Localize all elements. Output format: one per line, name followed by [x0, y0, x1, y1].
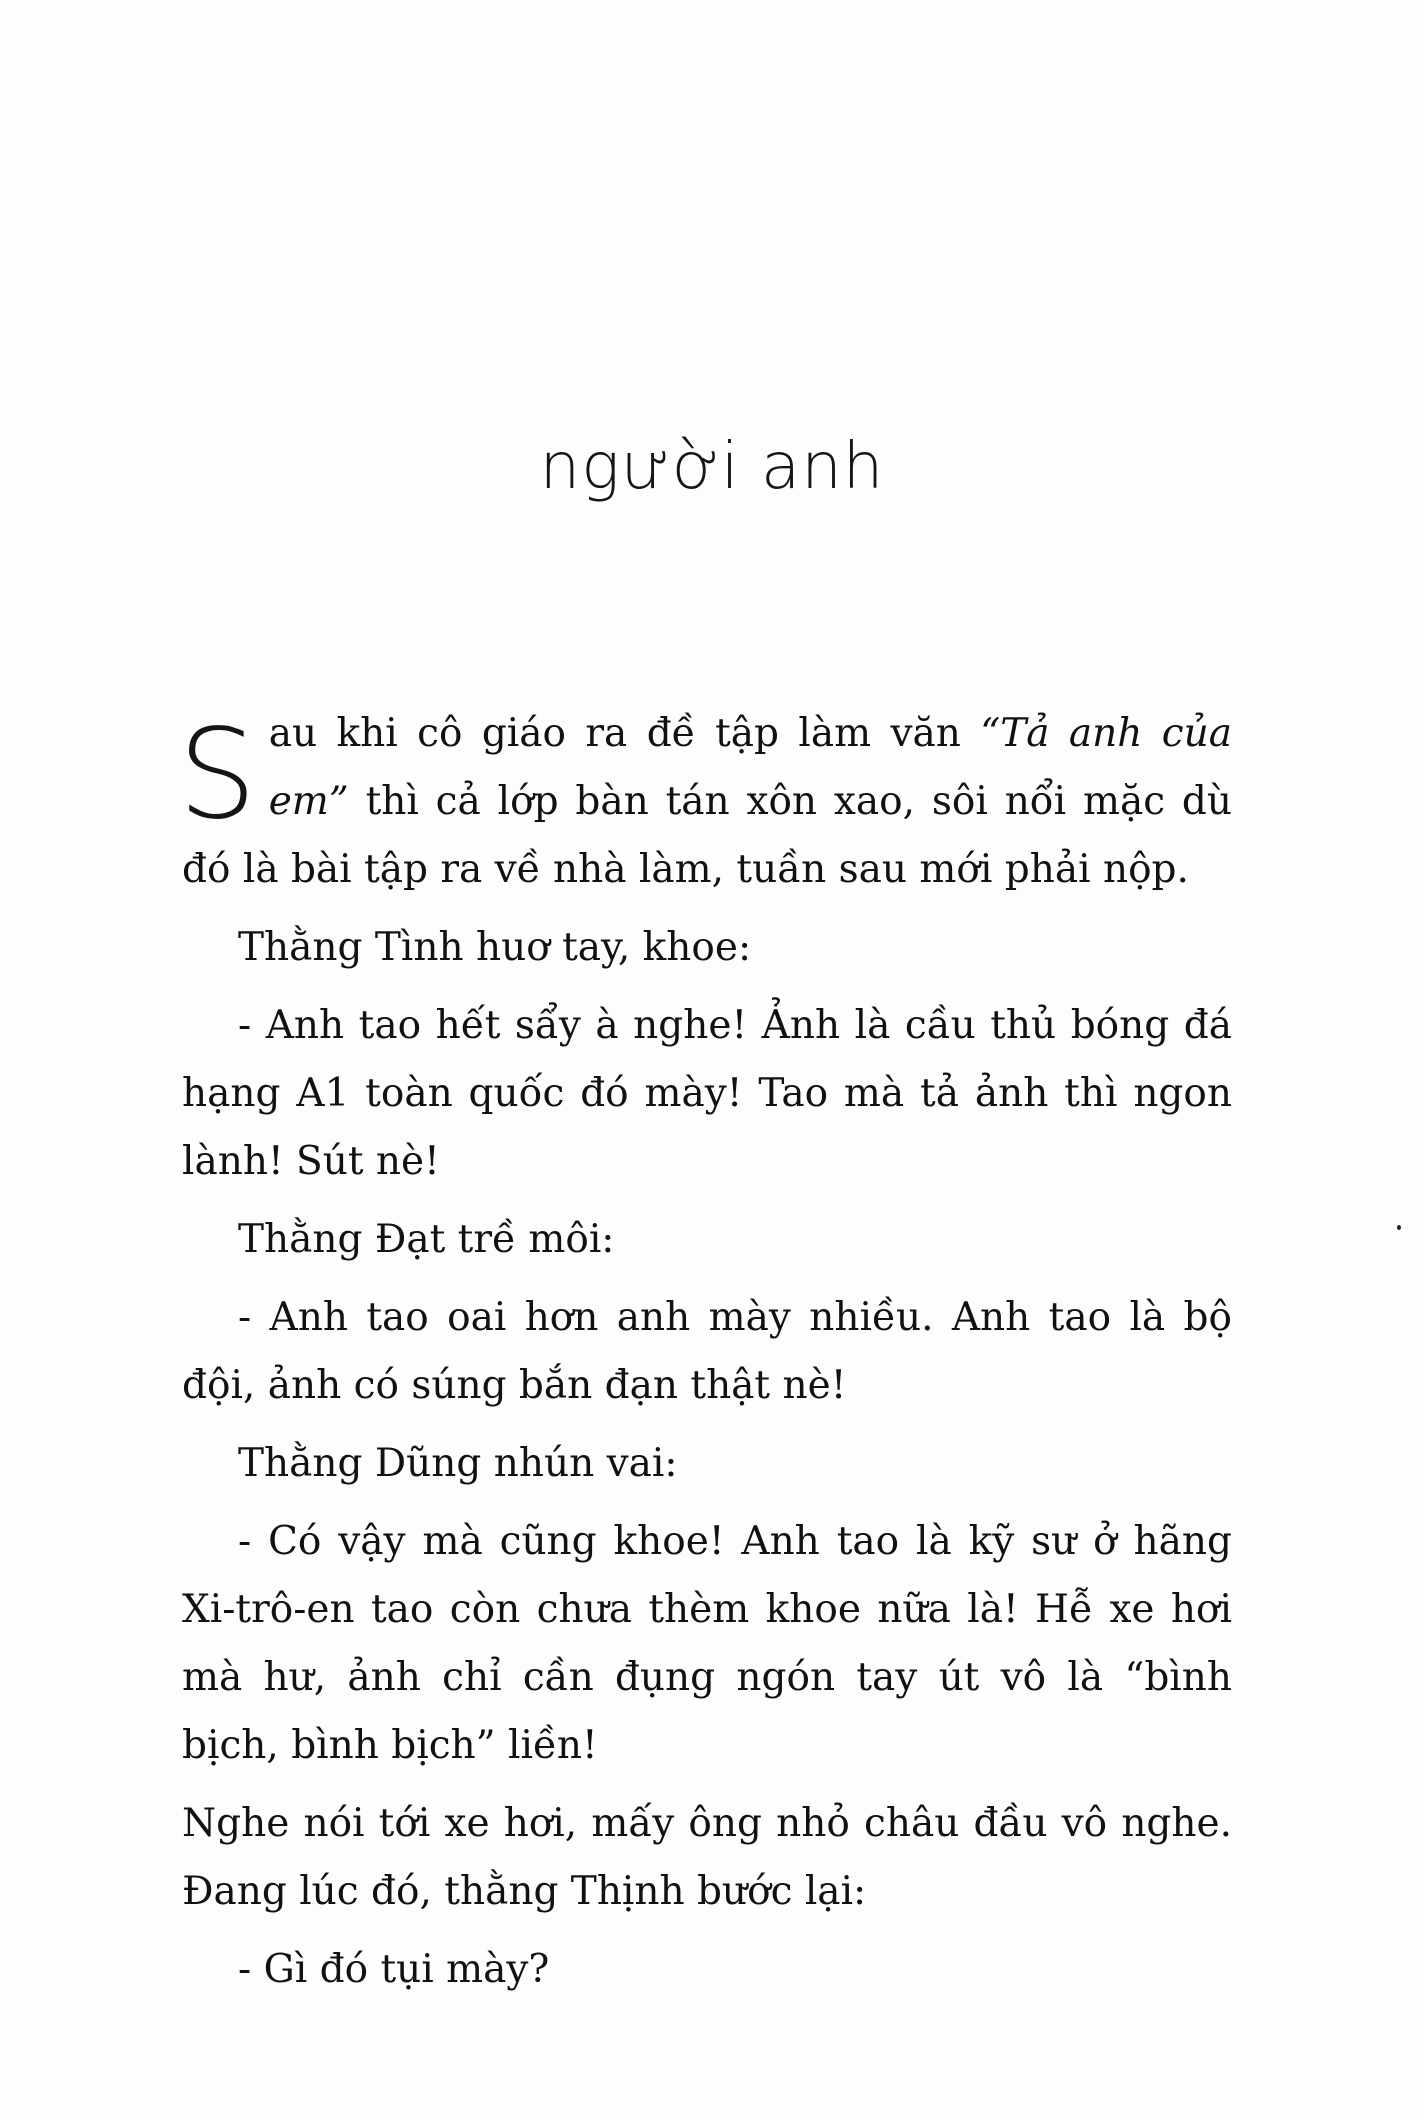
- assignment-quote: “Tả anh của em”: [268, 711, 1232, 824]
- paragraph: Thằng Dũng nhún vai:: [238, 1441, 678, 1486]
- ink-speck: [1397, 1225, 1401, 1230]
- chapter-body: [178, 700, 1232, 2014]
- paragraph: - Anh tao oai hơn anh mày nhiều. Anh tao là bộ đội, ảnh có súng bắn đạn thật nè!: [182, 1295, 1232, 1408]
- paragraph: Nghe nói tới xe hơi, mấy ông nhỏ châu đầu vô nghe. Đang lúc đó, thằng Thịnh bước lại:: [182, 1801, 1232, 1914]
- paragraph: Thằng Đạt trề môi:: [238, 1217, 615, 1262]
- paragraph: - Gì đó tụi mày?: [238, 1947, 550, 1992]
- opening-text-before: au khi cô giáo ra đề tập làm văn: [268, 711, 981, 756]
- paragraph: - Có vậy mà cũng khoe! Anh tao là kỹ sư ở hãng Xi-trô-en tao còn chưa thèm khoe nữa là! Hễ xe hơi mà hư, ảnh chỉ cần đụng ngón tay út vô là “bình bịch, bình bịch” liền!: [182, 1519, 1232, 1768]
- opening-text-after: thì cả lớp bàn tán xôn xao, sôi nổi mặc dù đó là bài tập ra về nhà làm, tuần sau mới phải nộp.: [182, 779, 1232, 892]
- paragraph: - Anh tao hết sẩy à nghe! Ảnh là cầu thủ bóng đá hạng A1 toàn quốc đó mày! Tao mà tả ảnh thì ngon lành! Sút nè!: [182, 1003, 1232, 1184]
- drop-cap: S: [178, 703, 257, 847]
- paragraph: Thằng Tình huơ tay, khoe:: [238, 925, 752, 970]
- chapter-title: người anh: [539, 430, 885, 504]
- opening-paragraph: [178, 700, 1232, 904]
